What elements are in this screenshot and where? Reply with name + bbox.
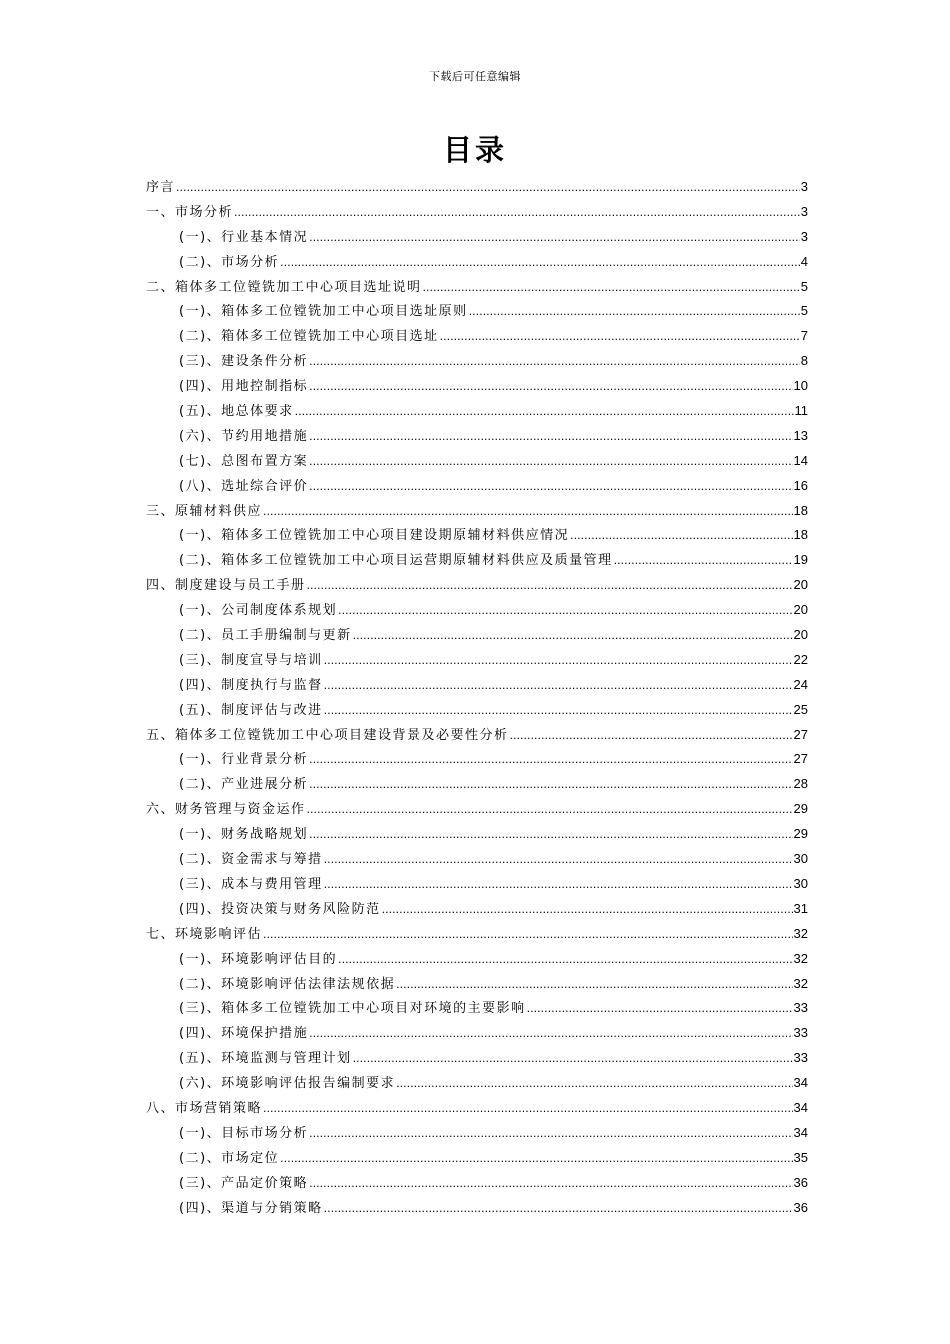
toc-dot-leader [309, 1172, 792, 1197]
toc-entry-page: 33 [793, 1050, 808, 1066]
toc-entry-label: (二)、产业进展分析 [179, 777, 309, 793]
toc-entry[interactable] [146, 822, 808, 847]
toc-entry-label: 一、市场分析 [146, 204, 234, 220]
toc-dot-leader [263, 923, 793, 948]
toc-entry-page: 5 [800, 278, 808, 294]
toc-entry[interactable] [146, 424, 808, 449]
toc-entry-label: 八、市场营销策略 [146, 1100, 263, 1116]
toc-entry-page: 20 [793, 627, 808, 643]
toc-entry[interactable] [146, 1146, 808, 1171]
toc-entry[interactable] [146, 673, 808, 698]
toc-entry-page: 24 [793, 676, 808, 692]
toc-dot-leader [309, 823, 792, 848]
page-title: 目录 [442, 133, 507, 167]
toc-entry-page: 13 [793, 427, 808, 443]
toc-entry-page: 29 [793, 801, 808, 817]
toc-entry-label: (二)、员工手册编制与更新 [179, 628, 352, 644]
toc-dot-leader [309, 748, 792, 773]
toc-entry[interactable] [146, 225, 808, 250]
toc-entry-page: 8 [800, 353, 808, 369]
toc-dot-leader [338, 948, 792, 973]
toc-entry-page: 32 [793, 925, 808, 941]
toc-entry-label: (三)、制度宣导与培训 [179, 652, 323, 668]
toc-entry[interactable] [146, 374, 808, 399]
toc-entry[interactable] [146, 499, 808, 524]
toc-entry[interactable] [146, 573, 808, 598]
toc-entry-label: (二)、环境影响评估法律法规依据 [179, 976, 396, 992]
toc-entry-label: (四)、用地控制指标 [179, 379, 309, 395]
toc-dot-leader [527, 997, 793, 1022]
toc-entry-label: (二)、市场分析 [179, 254, 280, 270]
toc-dot-leader [309, 475, 792, 500]
toc-entry-label: (二)、资金需求与筹措 [179, 852, 323, 868]
toc-entry-label: (二)、箱体多工位镗铣加工中心项目运营期原辅材料供应及质量管理 [179, 553, 613, 569]
toc-entry-page: 27 [793, 726, 808, 742]
toc-entry-label: (三)、成本与费用管理 [179, 876, 323, 892]
toc-dot-leader [324, 848, 793, 873]
toc-entry-label: (五)、制度评估与改进 [179, 702, 323, 718]
toc-entry-page: 34 [793, 1124, 808, 1140]
toc-entry-label: (三)、建设条件分析 [179, 354, 309, 370]
toc-dot-leader [396, 1072, 792, 1097]
toc-entry-page: 3 [800, 228, 808, 244]
toc-entry-label: (二)、箱体多工位镗铣加工中心项目选址 [179, 329, 439, 345]
toc-entry-label: (六)、节约用地措施 [179, 428, 309, 444]
toc-entry-page: 33 [793, 1025, 808, 1041]
toc-entry-page: 36 [793, 1174, 808, 1190]
toc-dot-leader [309, 1022, 792, 1047]
toc-dot-leader [382, 898, 793, 923]
toc-entry-label: (四)、制度执行与监督 [179, 677, 323, 693]
toc-dot-leader [263, 500, 793, 525]
toc-dot-leader [324, 873, 793, 898]
toc-entry-page: 18 [793, 527, 808, 543]
toc-entry[interactable] [146, 747, 808, 772]
toc-entry-page: 30 [793, 875, 808, 891]
toc-entry-label: (五)、地总体要求 [179, 404, 294, 420]
toc-entry-page: 10 [793, 378, 808, 394]
toc-dot-leader [353, 624, 793, 649]
toc-entry-page: 14 [793, 452, 808, 468]
toc-dot-leader [309, 425, 792, 450]
toc-entry-label: (四)、投资决策与财务风险防范 [179, 901, 381, 917]
toc-dot-leader [423, 276, 800, 301]
toc-entry-page: 5 [800, 303, 808, 319]
toc-entry-label: (一)、公司制度体系规划 [179, 603, 338, 619]
toc-entry-label: 五、箱体多工位镗铣加工中心项目建设背景及必要性分析 [146, 727, 509, 743]
toc-entry-page: 33 [793, 1000, 808, 1016]
toc-entry[interactable] [146, 324, 808, 349]
toc-entry[interactable] [146, 623, 808, 648]
toc-entry[interactable] [146, 275, 808, 300]
toc-entry-label: (六)、环境影响评估报告编制要求 [179, 1076, 396, 1092]
toc-entry[interactable] [146, 175, 808, 200]
toc-entry-label: (一)、环境影响评估目的 [179, 951, 338, 967]
toc-entry-page: 3 [800, 203, 808, 219]
toc-entry-label: 七、环境影响评估 [146, 926, 263, 942]
toc-entry-label: 序言 [146, 180, 176, 195]
toc-dot-leader [510, 724, 793, 749]
toc-entry[interactable] [146, 872, 808, 897]
toc-entry-page: 27 [793, 751, 808, 767]
toc-entry[interactable] [146, 648, 808, 673]
toc-entry[interactable] [146, 1096, 808, 1121]
toc-entry-label: 二、箱体多工位镗铣加工中心项目选址说明 [146, 279, 422, 295]
toc-entry-label: (七)、总图布置方案 [179, 453, 309, 469]
header-note: 下载后可任意编辑 [429, 70, 521, 83]
toc-entry-label: (一)、行业背景分析 [179, 752, 309, 768]
toc-dot-leader [570, 524, 792, 549]
toc-dot-leader [440, 325, 800, 350]
toc-entry-page: 31 [793, 900, 808, 916]
toc-entry[interactable] [146, 1046, 808, 1071]
toc-dot-leader [309, 375, 792, 400]
toc-dot-leader [324, 674, 793, 699]
toc-dot-leader [295, 400, 794, 425]
toc-entry-page: 7 [800, 328, 808, 344]
toc-entry[interactable] [146, 723, 808, 748]
toc-dot-leader [309, 450, 792, 475]
toc-entry-label: (八)、选址综合评价 [179, 478, 309, 494]
toc-entry-page: 36 [793, 1199, 808, 1215]
toc-entry-page: 22 [793, 651, 808, 667]
toc-dot-leader [469, 300, 800, 325]
toc-entry-label: (二)、市场定位 [179, 1150, 280, 1166]
toc-dot-leader [280, 251, 800, 276]
toc-entry[interactable] [146, 250, 808, 275]
toc-entry-page: 16 [793, 477, 808, 493]
toc-entry[interactable] [146, 996, 808, 1021]
toc-entry[interactable] [146, 1171, 808, 1196]
toc-entry[interactable] [146, 299, 808, 324]
toc-entry[interactable] [146, 1071, 808, 1096]
toc-entry-page: 20 [793, 602, 808, 618]
toc-dot-leader [309, 226, 800, 251]
toc-entry-label: (一)、箱体多工位镗铣加工中心项目建设期原辅材料供应情况 [179, 528, 570, 544]
toc-dot-leader [324, 1197, 793, 1222]
toc-dot-leader [324, 649, 793, 674]
toc-entry[interactable] [146, 847, 808, 872]
toc-dot-leader [307, 798, 793, 823]
toc-entry-label: (一)、箱体多工位镗铣加工中心项目选址原则 [179, 304, 468, 320]
toc-entry[interactable] [146, 474, 808, 499]
toc-dot-leader [307, 574, 793, 599]
toc-entry[interactable] [146, 972, 808, 997]
toc-entry[interactable] [146, 1121, 808, 1146]
toc-entry-page: 19 [793, 552, 808, 568]
toc-entry-page: 30 [793, 851, 808, 867]
toc-entry-label: 三、原辅材料供应 [146, 503, 263, 519]
toc-dot-leader [280, 1147, 792, 1172]
toc-entry[interactable] [146, 523, 808, 548]
toc-entry-page: 20 [793, 577, 808, 593]
toc-entry-page: 32 [793, 950, 808, 966]
toc-dot-leader [309, 1122, 792, 1147]
toc-entry[interactable] [146, 922, 808, 947]
toc-entry-page: 4 [800, 253, 808, 269]
toc-entry-page: 35 [793, 1149, 808, 1165]
toc-dot-leader [176, 176, 800, 201]
toc-entry-label: (四)、环境保护措施 [179, 1026, 309, 1042]
toc-entry-page: 11 [794, 403, 808, 419]
toc-entry-page: 34 [793, 1075, 808, 1091]
toc-dot-leader [324, 699, 793, 724]
toc-entry[interactable] [146, 698, 808, 723]
toc-entry[interactable] [146, 772, 808, 797]
toc-entry-label: 六、财务管理与资金运作 [146, 802, 306, 818]
toc-entry[interactable] [146, 1196, 808, 1221]
toc-entry-page: 25 [793, 701, 808, 717]
toc-entry-label: (三)、产品定价策略 [179, 1175, 309, 1191]
toc-entry[interactable] [146, 598, 808, 623]
toc-entry[interactable] [146, 449, 808, 474]
toc-dot-leader [396, 973, 792, 998]
toc-dot-leader [263, 1097, 793, 1122]
table-of-contents [146, 175, 808, 1220]
toc-entry-page: 3 [800, 179, 808, 194]
toc-entry-page: 34 [793, 1099, 808, 1115]
toc-entry[interactable] [146, 349, 808, 374]
toc-dot-leader [309, 773, 792, 798]
toc-entry-label: (一)、行业基本情况 [179, 229, 309, 245]
toc-entry-page: 32 [793, 975, 808, 991]
toc-entry-label: (三)、箱体多工位镗铣加工中心项目对环境的主要影响 [179, 1001, 526, 1017]
toc-entry[interactable] [146, 797, 808, 822]
toc-entry-label: 四、制度建设与员工手册 [146, 578, 306, 594]
toc-entry[interactable] [146, 1021, 808, 1046]
toc-entry[interactable] [146, 548, 808, 573]
toc-entry[interactable] [146, 200, 808, 225]
toc-entry-label: (一)、财务战略规划 [179, 827, 309, 843]
toc-entry[interactable] [146, 947, 808, 972]
toc-entry-label: (一)、目标市场分析 [179, 1125, 309, 1141]
toc-entry[interactable] [146, 399, 808, 424]
toc-entry-page: 29 [793, 826, 808, 842]
toc-entry-page: 18 [793, 502, 808, 518]
toc-dot-leader [338, 599, 792, 624]
toc-dot-leader [353, 1047, 793, 1072]
toc-dot-leader [234, 201, 800, 226]
toc-entry-page: 28 [793, 776, 808, 792]
toc-entry-label: (四)、渠道与分销策略 [179, 1200, 323, 1216]
toc-entry[interactable] [146, 897, 808, 922]
toc-dot-leader [309, 350, 800, 375]
toc-dot-leader [614, 549, 793, 574]
toc-entry-label: (五)、环境监测与管理计划 [179, 1051, 352, 1067]
